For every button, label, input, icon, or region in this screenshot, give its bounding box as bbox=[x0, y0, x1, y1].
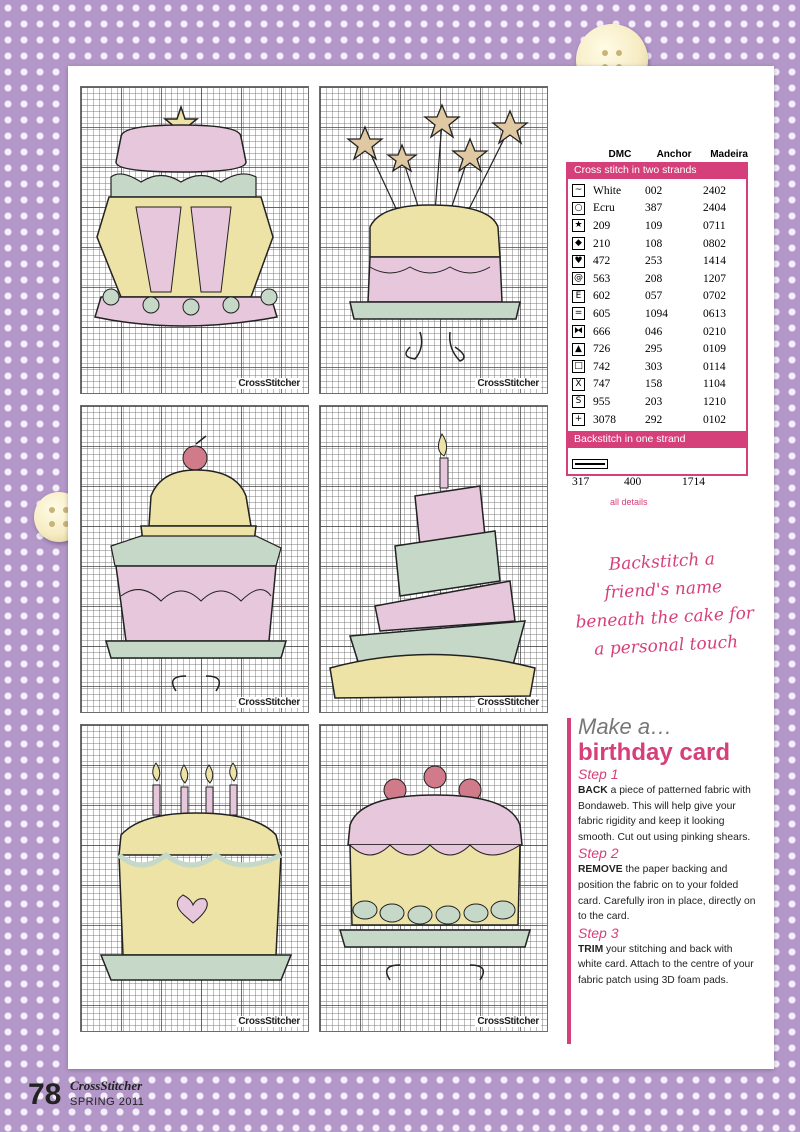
key-cell-dmc: 726 bbox=[593, 343, 611, 356]
key-cell-anchor: 108 bbox=[645, 237, 663, 250]
key-cell-dmc: 602 bbox=[593, 290, 611, 303]
key-cell-madeira: 0102 bbox=[703, 413, 726, 426]
key-cell-dmc: 209 bbox=[593, 219, 611, 232]
key-symbol-icon: ⧓ bbox=[574, 326, 583, 337]
key-cell-anchor: 295 bbox=[645, 343, 663, 356]
key-cell-anchor: 203 bbox=[645, 395, 663, 408]
step-text bbox=[578, 783, 758, 845]
key-symbol-icon: ▲ bbox=[572, 343, 585, 356]
step-lead: REMOVE bbox=[578, 864, 623, 876]
key-cell-dmc: 210 bbox=[593, 237, 611, 250]
key-row bbox=[572, 358, 746, 376]
key-header-anchor: Anchor bbox=[656, 148, 692, 160]
key-cell-anchor: 1094 bbox=[645, 307, 668, 320]
key-cell-dmc: 3078 bbox=[593, 413, 616, 426]
key-header-dmc: DMC bbox=[608, 148, 632, 160]
key-symbol-icon: @ bbox=[574, 273, 583, 284]
key-section-back: Backstitch in one strand bbox=[566, 431, 748, 448]
key-cell-madeira: 1414 bbox=[703, 255, 726, 268]
key-rows bbox=[566, 179, 748, 431]
key-symbol-icon: ♥ bbox=[572, 255, 585, 268]
key-row bbox=[572, 376, 746, 394]
step-body: a piece of patterned fabric with Bondaweb. This will help give your fabric rigidity and keep it looking smooth. Cut out using pinking shears. bbox=[578, 785, 751, 843]
tip-line: a personal touch bbox=[593, 632, 739, 660]
key-cell-madeira: 0711 bbox=[703, 219, 726, 232]
chart-cake-candles bbox=[80, 724, 309, 1032]
key-row bbox=[572, 200, 746, 218]
key-symbol-icon: ★ bbox=[572, 219, 585, 232]
chart-cake-star bbox=[80, 86, 309, 394]
key-cell-madeira: 1714 bbox=[682, 475, 705, 488]
key-cell-madeira: 0702 bbox=[703, 290, 726, 303]
key-cell-anchor: 292 bbox=[645, 413, 663, 426]
key-row bbox=[572, 182, 746, 200]
key-cell-madeira: 1210 bbox=[703, 395, 726, 408]
cake-cherry-pattern bbox=[81, 406, 309, 713]
tip-line: friend's name bbox=[603, 576, 723, 604]
key-row bbox=[572, 252, 746, 270]
key-cell-dmc: 666 bbox=[593, 325, 611, 338]
key-row bbox=[572, 270, 746, 288]
key-cell-anchor: 109 bbox=[645, 219, 663, 232]
step-body: the paper backing and position the fabric on to your folded card. Carefully iron in place, directly on to the card. bbox=[578, 864, 756, 923]
key-symbol-icon: S bbox=[572, 395, 585, 408]
key-row bbox=[572, 340, 746, 358]
step-heading: Step 3 bbox=[578, 924, 619, 941]
key-cell-madeira: 0613 bbox=[703, 307, 726, 320]
key-headers bbox=[566, 146, 748, 162]
brand-mark: CrossStitcher bbox=[477, 378, 539, 389]
tip-callout bbox=[563, 543, 765, 665]
key-symbol-icon: □ bbox=[572, 360, 585, 373]
key-cell-madeira: 0109 bbox=[703, 343, 726, 356]
step-text bbox=[578, 942, 758, 989]
issue-label: SPRING 2011 bbox=[70, 1096, 145, 1108]
brand-mark: CrossStitcher bbox=[238, 378, 300, 389]
make-card-section bbox=[578, 714, 758, 989]
step-lead: TRIM bbox=[578, 943, 604, 955]
key-symbol-icon: ◆ bbox=[572, 237, 585, 250]
key-backstitch-row bbox=[566, 448, 748, 488]
step-heading: Step 2 bbox=[578, 845, 619, 862]
key-row bbox=[572, 393, 746, 411]
key-cell-anchor: 158 bbox=[645, 378, 663, 391]
make-pre: Make a… bbox=[578, 714, 673, 739]
cake-star-pattern bbox=[81, 87, 309, 394]
key-header-madeira: Madeira bbox=[710, 148, 748, 160]
key-row bbox=[572, 217, 746, 235]
key-symbol-icon: E bbox=[572, 290, 585, 303]
key-cell-anchor: 002 bbox=[645, 184, 663, 197]
key-cell-anchor: 057 bbox=[645, 290, 663, 303]
key-cell-anchor: 208 bbox=[645, 272, 663, 285]
thread-key bbox=[566, 146, 748, 488]
key-cell-madeira: 0802 bbox=[703, 237, 726, 250]
tip-line: Backstitch a bbox=[608, 549, 716, 575]
key-cell-dmc: 742 bbox=[593, 360, 611, 373]
key-cell-anchor: 253 bbox=[645, 255, 663, 268]
brand-mark: CrossStitcher bbox=[477, 697, 539, 708]
key-cell-dmc: 747 bbox=[593, 378, 611, 391]
magazine-name: CrossStitcher bbox=[70, 1078, 143, 1093]
step-body: your stitching and back with white card. Attach to the centre of your fabric patch using 3D foam pads. bbox=[578, 943, 754, 986]
key-cell-dmc: 563 bbox=[593, 272, 611, 285]
page-number: 78 bbox=[28, 1078, 62, 1111]
chart-cake-cherries bbox=[319, 724, 548, 1032]
key-row bbox=[572, 288, 746, 306]
key-symbol-icon: X bbox=[572, 378, 585, 391]
key-row bbox=[572, 323, 746, 341]
step-2 bbox=[578, 845, 758, 924]
key-cell-anchor: 400 bbox=[624, 475, 642, 488]
key-cell-dmc: 472 bbox=[593, 255, 611, 268]
key-cell-dmc: Ecru bbox=[593, 202, 615, 215]
key-cell-madeira: 0114 bbox=[703, 360, 726, 373]
cake-topsy-pattern bbox=[320, 406, 548, 713]
key-row bbox=[572, 235, 746, 253]
chart-cake-topsy bbox=[319, 405, 548, 713]
key-cell-dmc: 317 bbox=[572, 475, 590, 488]
step-heading: Step 1 bbox=[578, 766, 619, 782]
section-accent-bar bbox=[567, 718, 571, 1044]
key-cell-madeira: 2402 bbox=[703, 184, 726, 197]
backstitch-line-icon bbox=[572, 459, 608, 469]
brand-mark: CrossStitcher bbox=[238, 1016, 300, 1027]
tip-line: beneath the cake for bbox=[575, 603, 755, 633]
key-cell-dmc: White bbox=[593, 184, 622, 197]
chart-cake-sparklers bbox=[319, 86, 548, 394]
step-3 bbox=[578, 925, 758, 989]
key-section-cross: Cross stitch in two strands bbox=[566, 162, 748, 179]
key-cell-madeira: 1104 bbox=[703, 378, 726, 391]
chart-cake-cherry bbox=[80, 405, 309, 713]
key-cell-anchor: 387 bbox=[645, 202, 663, 215]
key-cell-madeira: 1207 bbox=[703, 272, 726, 285]
step-text bbox=[578, 862, 758, 924]
key-cell-madeira: 2404 bbox=[703, 202, 726, 215]
cake-candles-pattern bbox=[81, 725, 309, 1032]
key-cell-anchor: 046 bbox=[645, 325, 663, 338]
cake-sparklers-pattern bbox=[320, 87, 548, 394]
key-row bbox=[572, 305, 746, 323]
step-1 bbox=[578, 766, 758, 845]
key-row bbox=[572, 411, 746, 429]
brand-mark: CrossStitcher bbox=[477, 1016, 539, 1027]
make-title: birthday card bbox=[578, 739, 731, 766]
key-note: all details bbox=[610, 497, 648, 507]
key-cell-madeira: 0210 bbox=[703, 325, 726, 338]
step-lead: BACK bbox=[578, 785, 608, 796]
key-symbol-icon: ○ bbox=[572, 202, 585, 215]
key-symbol-icon: = bbox=[572, 307, 585, 320]
key-symbol-icon: ~ bbox=[572, 184, 585, 197]
cake-cherries-pattern bbox=[320, 725, 548, 1032]
brand-mark: CrossStitcher bbox=[238, 697, 300, 708]
key-cell-anchor: 303 bbox=[645, 360, 663, 373]
key-symbol-icon: + bbox=[572, 413, 585, 426]
key-cell-dmc: 605 bbox=[593, 307, 611, 320]
key-cell-dmc: 955 bbox=[593, 395, 611, 408]
